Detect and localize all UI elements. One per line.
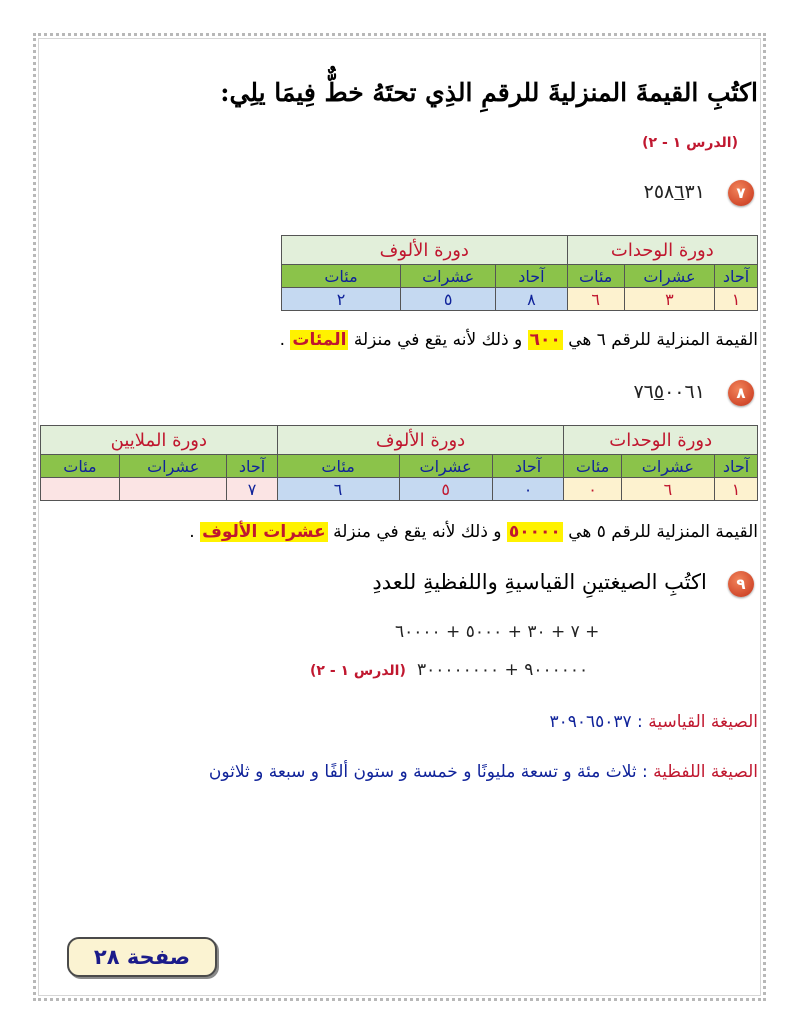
digit-cell: ١ (715, 288, 758, 311)
digit-cell: ٣ (624, 288, 714, 311)
question-9-text: اكتُبِ الصيغتينِ القياسيةِ واللفظيةِ للعددِ (372, 570, 707, 594)
standard-form-value: : ٣٠٩٠٦٥٠٣٧ (549, 712, 643, 732)
header-ones: آحاد (492, 455, 564, 478)
header-hundreds: مئات (282, 265, 401, 288)
question-8-badge: ٨ (728, 380, 754, 406)
header-ones: آحاد (227, 455, 277, 478)
digit-cell: ٦ (567, 288, 624, 311)
page-number-box: صفحة ٢٨ (67, 937, 217, 977)
digit-cell (41, 478, 120, 501)
question-7-badge: ٧ (728, 180, 754, 206)
header-hundreds: مئات (567, 265, 624, 288)
header-ones: آحاد (714, 455, 757, 478)
group-millions: دورة الملايين (41, 426, 278, 455)
standard-form (549, 712, 758, 732)
q8-answer-value: ٥٠٠٠٠ (508, 522, 561, 542)
lesson-reference-1: (الدرس ١ - ٢) (642, 135, 738, 151)
digit-cell: ٨ (496, 288, 567, 311)
q8-answer: القيمة المنزلية للرقم ٥ هي ٥٠٠٠٠ و ذلك لأنه يقع في منزلة عشرات الألوف . (189, 522, 758, 542)
q8-answer-place: عشرات الألوف (202, 522, 326, 542)
header-hundreds: مئات (564, 455, 621, 478)
digit-cell: ٦ (621, 478, 714, 501)
digit-cell: ٥ (399, 478, 492, 501)
expanded-expression-2: ٩٠٠٠٠٠٠ + ٣٠٠٠٠٠٠٠٠ (416, 660, 589, 680)
q7-answer: القيمة المنزلية للرقم ٦ هي ٦٠٠ و ذلك لأنه يقع في منزلة المئات . (279, 330, 758, 350)
digit-cell: ١ (714, 478, 757, 501)
underlined-digit: ٥ (653, 381, 665, 403)
digit-cell (119, 478, 227, 501)
header-tens: عشرات (621, 455, 714, 478)
question-8 (633, 380, 754, 406)
digit-cell: ٢ (282, 288, 401, 311)
word-form (209, 762, 758, 782)
header-tens: عشرات (399, 455, 492, 478)
header-hundreds: مئات (277, 455, 399, 478)
group-units: دورة الوحدات (567, 236, 757, 265)
q7-answer-place: المئات (292, 330, 347, 350)
header-tens: عشرات (401, 265, 496, 288)
lesson-reference-2: (الدرس ١ - ٢) (310, 663, 406, 679)
header-ones: آحاد (715, 265, 758, 288)
digit-cell: ٧ (227, 478, 277, 501)
q7-answer-value: ٦٠٠ (529, 330, 561, 350)
group-thousands: دورة الألوف (282, 236, 568, 265)
word-form-value: : ثلاث مئة و تسعة مليونًا و خمسة و ستون ألفًا و سبعة و ثلاثون (208, 762, 648, 782)
q7-place-value-table (281, 235, 758, 311)
group-units: دورة الوحدات (564, 426, 758, 455)
digit-cell: ٠ (564, 478, 621, 501)
question-7 (644, 180, 754, 206)
question-9-badge: ٩ (728, 571, 754, 597)
group-thousands: دورة الألوف (277, 426, 564, 455)
header-tens: عشرات (119, 455, 227, 478)
digit-cell: ٥ (401, 288, 496, 311)
question-7-number: ٢٥٨٦٣١ (643, 181, 705, 203)
question-9 (372, 570, 754, 597)
q8-place-value-table (40, 425, 758, 501)
digit-cell: ٦ (277, 478, 399, 501)
question-8-number: ٧٦٥٠٠٦١ (633, 381, 705, 403)
standard-form-label: الصيغة القياسية (648, 712, 758, 732)
header-hundreds: مئات (41, 455, 120, 478)
header-ones: آحاد (496, 265, 567, 288)
expanded-expression-1: ٧ + ٣٠ + ٥٠٠٠ + ٦٠٠٠٠ + (395, 622, 600, 642)
digit-cell: ٠ (492, 478, 564, 501)
expanded-expression-line-2 (310, 660, 588, 680)
page-title: اكتُبِ القيمةَ المنزليةَ للرقمِ الذِي تحتَهُ خطٌّ فِيمَا يلِي: (220, 78, 758, 107)
underlined-digit: ٦ (674, 181, 685, 203)
header-tens: عشرات (624, 265, 714, 288)
word-form-label: الصيغة اللفظية (653, 762, 758, 782)
